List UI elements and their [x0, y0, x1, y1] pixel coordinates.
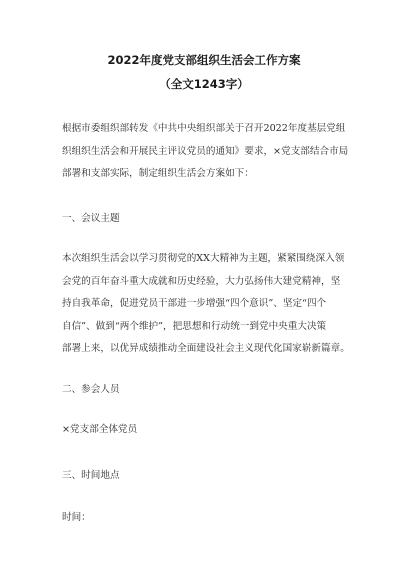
section-heading-time-place: 三、时间地点: [62, 470, 120, 481]
intro-paragraph: [62, 122, 352, 190]
section-heading-participants: 二、参会人员: [62, 384, 120, 395]
intro-line: 根据市委组织部转发《中共中央组织部关于召开2022年度基层党组: [62, 123, 346, 134]
theme-paragraph: [62, 252, 352, 365]
participants-text: ×党支部全体党员: [62, 424, 138, 435]
theme-line: 本次组织生活会以学习贯彻党的XX大精神为主题，紧紧围绕深入领: [62, 253, 345, 264]
theme-line: 会党的百年奋斗重大成就和历史经验，大力弘扬伟大建党精神，坚: [62, 275, 341, 287]
intro-line: 部署和支部实际，制定组织生活会方案如下：: [62, 168, 254, 179]
document-subtitle: （全文1243字）: [159, 77, 249, 91]
intro-line: 织组织生活会和开展民主评议党员的通知》要求，×党支部结合市局: [62, 145, 349, 157]
section-heading-theme: 一、会议主题: [62, 213, 120, 224]
theme-line: 自信”、做到“两个维护”，把思想和行动统一到党中央重大决策: [62, 320, 327, 332]
time-label: 时间：: [62, 512, 91, 523]
theme-line: 持自我革命，促进党员干部进一步增强“四个意识”、坚定“四个: [62, 298, 327, 309]
document-title: 2022年度党支部组织生活会工作方案: [107, 53, 301, 67]
theme-line: 部署上来，以优异成绩推动全面建设社会主义现代化国家崭新篇章。: [62, 343, 350, 354]
